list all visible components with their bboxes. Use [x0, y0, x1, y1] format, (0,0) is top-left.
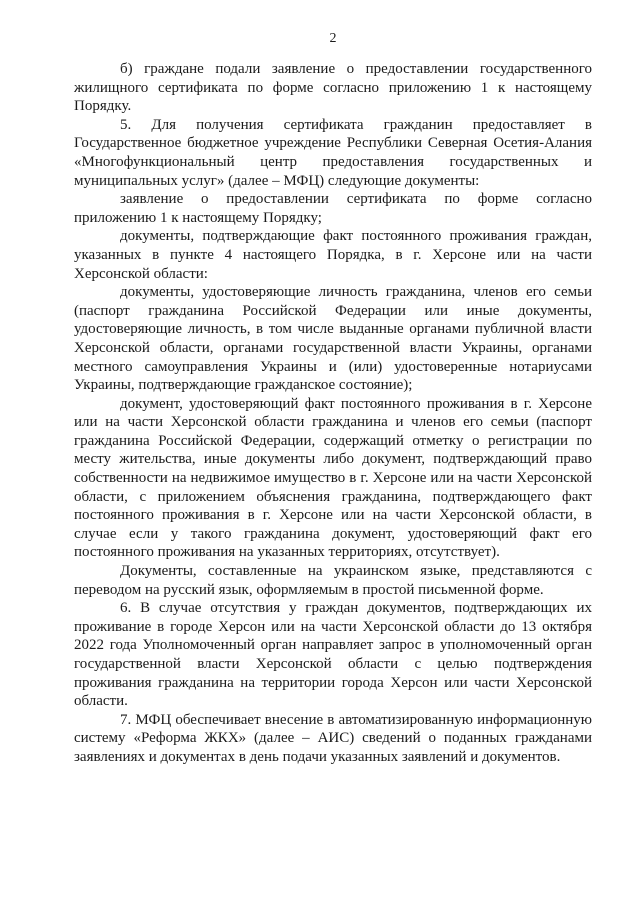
paragraph-5-documents: 5. Для получения сертификата гражданин предоставляет в Государственное бюджетное учреждение Республики Северная Осетия-Алания «Многофункциональный центр предоставления государственных и муниципальных услуг» (далее – МФЦ) следующие документы:	[74, 116, 592, 189]
document-page	[74, 30, 592, 767]
paragraph-identity-documents: документы, удостоверяющие личность гражданина, членов его семьи (паспорт гражданина Российской Федерации или иные документы, удостоверяющие личность, в том числе выданные органами публичной власти Херсонской области, органами государственной власти Украины, органами местного самоуправления Украины и (или) удостоверенные нотариусами Украины, подтверждающие гражданское состояние);	[74, 284, 592, 394]
paragraph-residence-proof: документы, подтверждающие факт постоянного проживания граждан, указанных в пункте 4 настоящего Порядка, в г. Херсоне или на части Херсонской области:	[74, 228, 592, 282]
paragraph-6-missing-documents: 6. В случае отсутствия у граждан документов, подтверждающих их проживание в городе Херсон или на части Херсонской области до 13 октября 2022 года Уполномоченный орган направляет запрос в уполномоченный орган государственной власти Херсонской области с целью подтверждения проживания гражданина на территории города Херсон или части Херсонской области.	[74, 600, 592, 710]
paragraph-application-form: заявление о предоставлении сертификата по форме согласно приложению 1 к настоящему Порядку;	[74, 191, 592, 226]
paragraph-ukrainian-translation: Документы, составленные на украинском языке, представляются с переводом на русский язык, оформляемым в простой письменной форме.	[74, 563, 592, 598]
page-number: 2	[329, 31, 337, 46]
paragraph-7-mfc-ais: 7. МФЦ обеспечивает внесение в автоматизированную информационную систему «Реформа ЖКХ» (далее – АИС) сведений о поданных гражданами заявлениях и документах в день подачи указанных заявлений и документов.	[74, 711, 592, 765]
paragraph-residence-document: документ, удостоверяющий факт постоянного проживания в г. Херсоне или на части Херсонской области гражданина и членов его семьи (паспорт гражданина Российской Федерации, содержащий отметку о регистрации по месту жительства, иные документы либо документ, подтверждающий право собственности на недвижимое имущество в г. Херсоне или на части Херсонской области, с приложением объяснения гражданина, подтверждающего факт постоянного проживания в г. Херсоне или на части Херсонской области, в случае если у такого гражданина документ, удостоверяющий факт его постоянного проживания на указанных территориях, отсутствует).	[74, 395, 592, 561]
paragraph-b-application: б) граждане подали заявление о предоставлении государственного жилищного сертификата по форме согласно приложению 1 к настоящему Порядку.	[74, 61, 592, 115]
